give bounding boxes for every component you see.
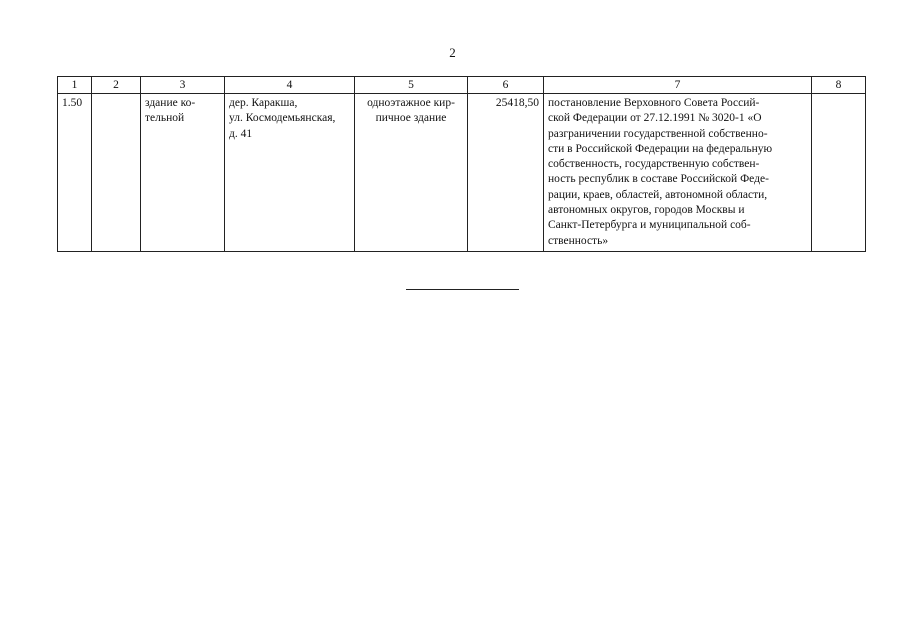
legal-basis-text: постановление Верховного Совета Россий- ской Федерации от 27.12.1991 № 3020-1 «О разграничении государственной собственно- сти в Российской Федерации на федеральную собственность, государственную собствен- ность республик в составе Российской Феде- рации, краев, областей, автономной области, автономных округов, городов Москвы и Санкт-Петербурга и муниципальной соб- ственность» bbox=[548, 97, 773, 247]
header-col-8: 8 bbox=[812, 77, 866, 94]
property-table bbox=[57, 76, 866, 252]
cell-item-number bbox=[58, 94, 92, 252]
page-number: 2 bbox=[449, 45, 456, 60]
cell-object-name bbox=[141, 94, 225, 252]
cell-legal-basis bbox=[544, 94, 812, 252]
closing-rule bbox=[406, 289, 519, 290]
item-number: 1.50 bbox=[62, 97, 83, 109]
header-col-5: 5 bbox=[355, 77, 468, 94]
header-col-2: 2 bbox=[92, 77, 141, 94]
header-col-7: 7 bbox=[544, 77, 812, 94]
cell-area bbox=[468, 94, 544, 252]
header-col-6: 6 bbox=[468, 77, 544, 94]
cell-description bbox=[355, 94, 468, 252]
object-address: дер. Каракша, ул. Космодемьянская, д. 41 bbox=[229, 97, 336, 140]
table-row bbox=[58, 94, 866, 252]
cell-col-8 bbox=[812, 94, 866, 252]
header-col-4: 4 bbox=[225, 77, 355, 94]
object-name: здание ко- тельной bbox=[145, 97, 196, 125]
header-col-3: 3 bbox=[141, 77, 225, 94]
object-description: одноэтажное кир- пичное здание bbox=[367, 97, 455, 125]
cell-address bbox=[225, 94, 355, 252]
object-value: 25418,50 bbox=[495, 97, 539, 109]
table-header-row bbox=[58, 77, 866, 94]
header-col-1: 1 bbox=[58, 77, 92, 94]
cell-col-2 bbox=[92, 94, 141, 252]
